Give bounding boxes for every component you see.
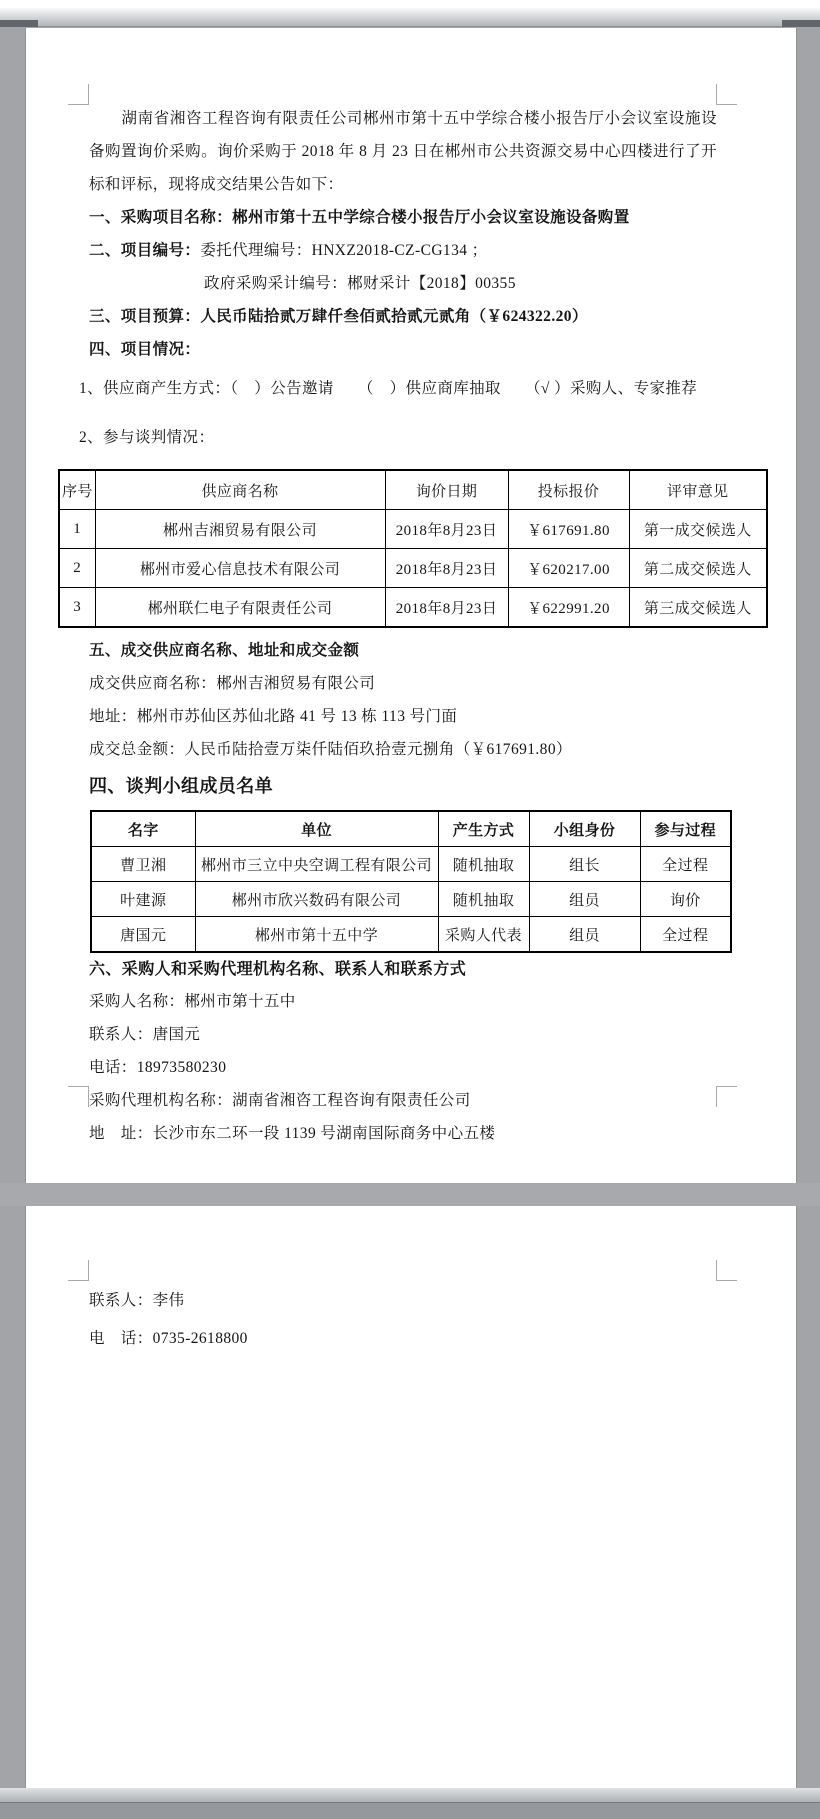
table-cell: 郴州市爱心信息技术有限公司: [95, 549, 385, 588]
section-award: [26, 634, 796, 766]
table-row: [91, 917, 731, 953]
section-contacts: [26, 955, 796, 1150]
table-cell: 1: [59, 510, 95, 549]
item-budget: [89, 300, 717, 333]
col-header-process: 参与过程: [640, 811, 731, 847]
top-white-strip: [0, 0, 820, 8]
table-cell: 2018年8月23日: [385, 588, 508, 628]
table-cell: 第二成交候选人: [629, 549, 767, 588]
table-row: [91, 847, 731, 882]
crop-mark-page2-top-right: [716, 1260, 737, 1281]
table-cell: 郴州市欣兴数码有限公司: [195, 882, 438, 917]
table-cell: 郴州吉湘贸易有限公司: [95, 510, 385, 549]
purchaser-phone-line: 电话：18973580230: [89, 1059, 227, 1076]
col-header-method: 产生方式: [438, 811, 529, 847]
table-cell: ￥620217.00: [508, 549, 629, 588]
panel-heading: 四、谈判小组成员名单: [89, 776, 273, 796]
section5-heading: 五、成交供应商名称、地址和成交金额: [89, 642, 360, 659]
item1-value: 郴州市第十五中学综合楼小报告厅小会议室设施设备购置: [232, 209, 630, 226]
top-right-notch: [782, 20, 820, 27]
table-header-row: [91, 811, 731, 847]
top-left-notch: [0, 20, 38, 27]
intro-paragraph: 湖南省湘咨工程咨询有限责任公司郴州市第十五中学综合楼小报告厅小会议室设施设备购置询价采购。询价采购于 2018 年 8 月 23 日在郴州市公共资源交易中心四楼进行了开标和评标，现将成交结果公告如下：: [89, 110, 717, 193]
item2-label: 二、项目编号：: [89, 242, 201, 259]
table-cell: 全过程: [640, 917, 731, 953]
agency-name-line: 采购代理机构名称：湖南省湘咨工程咨询有限责任公司: [89, 1092, 471, 1109]
award-address-line: 地址：郴州市苏仙区苏仙北路 41 号 13 栋 113 号门面: [89, 708, 458, 725]
table-row: [59, 510, 767, 549]
item-gov-plan-number: 政府采购采计编号：郴财采计【2018】00355: [204, 275, 516, 292]
table-header-row: [59, 470, 767, 510]
table-cell: 采购人代表: [438, 917, 529, 953]
col-header-supplier: 供应商名称: [95, 470, 385, 510]
table-cell: 组长: [529, 847, 640, 882]
item3-label: 三、项目预算：: [89, 308, 201, 325]
table-cell: 随机抽取: [438, 882, 529, 917]
agency-address-line: 地 址：长沙市东二环一段 1139 号湖南国际商务中心五楼: [89, 1125, 496, 1142]
table-cell: 郴州市三立中央空调工程有限公司: [195, 847, 438, 882]
col-header-seq: 序号: [59, 470, 95, 510]
item-project-name: [89, 201, 717, 234]
table-row: [59, 588, 767, 628]
table-row: [91, 882, 731, 917]
negotiation-line: 2、参与谈判情况：: [79, 428, 215, 446]
crop-mark-bottom-right: [716, 1086, 737, 1107]
table-cell: 第三成交候选人: [629, 588, 767, 628]
window-top-bar: [0, 8, 820, 27]
table-row: [59, 549, 767, 588]
purchaser-contact-line: 联系人：唐国元: [89, 1026, 201, 1043]
item1-label: 一、采购项目名称：: [89, 209, 233, 226]
item-project-number: [89, 234, 717, 267]
table-cell: 3: [59, 588, 95, 628]
item3-value: 人民币陆拾贰万肆仟叁佰贰拾贰元贰角（￥624322.20）: [200, 308, 588, 325]
agency-contact-line: 联系人：李伟: [89, 1292, 185, 1309]
quotation-table: [58, 469, 768, 628]
page-2: [25, 1206, 797, 1788]
table-cell: 第一成交候选人: [629, 510, 767, 549]
table-cell: 全过程: [640, 847, 731, 882]
table-cell: ￥617691.80: [508, 510, 629, 549]
col-header-role: 小组身份: [529, 811, 640, 847]
table-cell: 组员: [529, 882, 640, 917]
table-cell: ￥622991.20: [508, 588, 629, 628]
window-bottom-bar: [0, 1802, 820, 1819]
award-supplier-line: 成交供应商名称：郴州吉湘贸易有限公司: [89, 675, 376, 692]
section6-heading: 六、采购人和采购代理机构名称、联系人和联系方式: [89, 961, 467, 978]
panel-member-table: [90, 810, 732, 953]
item-project-status-heading: 四、项目情况：: [89, 341, 201, 358]
col-header-unit: 单位: [195, 811, 438, 847]
table-cell: 叶建源: [91, 882, 195, 917]
table-cell: 唐国元: [91, 917, 195, 953]
table-cell: 随机抽取: [438, 847, 529, 882]
col-header-review: 评审意见: [629, 470, 767, 510]
crop-mark-page2-top-left: [68, 1260, 89, 1281]
col-header-price: 投标报价: [508, 470, 629, 510]
table-cell: 组员: [529, 917, 640, 953]
table-cell: 曹卫湘: [91, 847, 195, 882]
crop-mark-top-right: [716, 84, 737, 105]
agency-phone-line: 电 话：0735-2618800: [89, 1330, 248, 1347]
purchaser-name-line: 采购人名称：郴州市第十五中: [89, 993, 296, 1010]
table-cell: 2018年8月23日: [385, 510, 508, 549]
crop-mark-bottom-left: [68, 1086, 89, 1107]
table-cell: 郴州市第十五中学: [195, 917, 438, 953]
table-cell: 询价: [640, 882, 731, 917]
supplier-method-line: 1、供应商产生方式：（ ）公告邀请 （ ）供应商库抽取 （√ ）采购人、专家推荐: [79, 380, 698, 397]
page-1: [25, 28, 797, 1183]
table-cell: 2: [59, 549, 95, 588]
award-amount-line: 成交总金额：人民币陆拾壹万柒仟陆佰玖拾壹元捌角（￥617691.80）: [89, 741, 572, 758]
table-cell: 2018年8月23日: [385, 549, 508, 588]
window-bottom-band: [0, 1788, 820, 1802]
item2-value: 委托代理编号：HNXZ2018-CZ-CG134 ；: [200, 242, 488, 259]
col-header-name: 名字: [91, 811, 195, 847]
crop-mark-top-left: [68, 84, 89, 105]
table-cell: 郴州联仁电子有限责任公司: [95, 588, 385, 628]
page-separator: [0, 1183, 820, 1206]
col-header-date: 询价日期: [385, 470, 508, 510]
